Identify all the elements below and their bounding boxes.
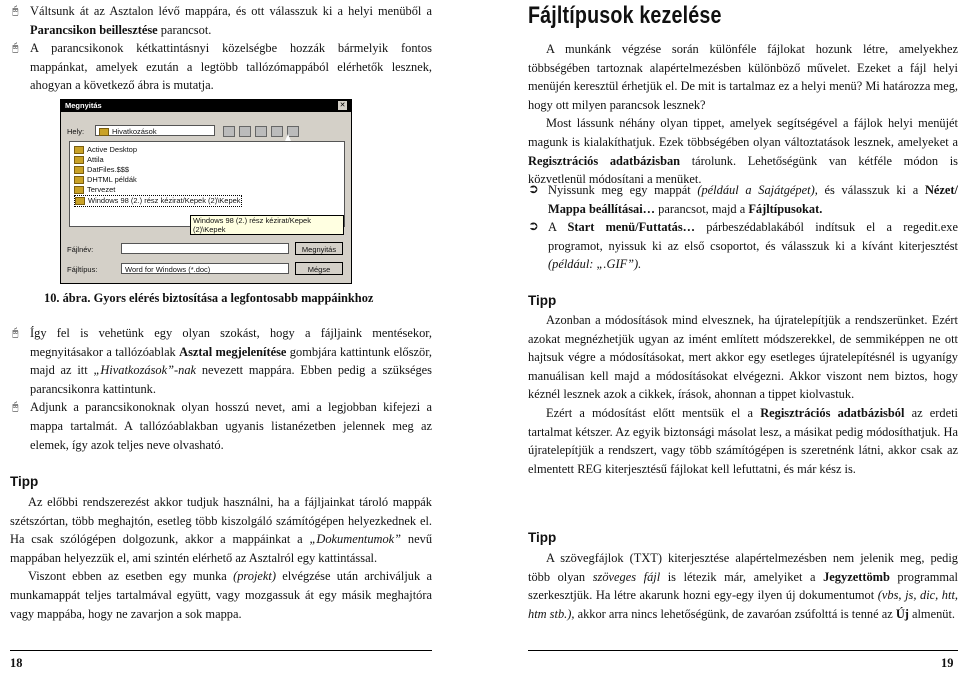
page-number: 19 [941,656,954,670]
paragraph: Most lássunk néhány olyan tippet, amelyek segítségével a fájlok helyi menüjét magunk is kialakíthatjuk. Ezek többségében olyan változtatások lesznek, amelyeket a Regisztrációs adatbázisban tárolunk. Lehetőségünk van kétféle módon is közvetlenül módosítani a menüket. [528,116,958,187]
list-item: DatFiles.$$$ [74,165,129,175]
look-in-combo [95,125,215,136]
arrow-bullet-icon: ➲ [528,182,539,197]
mouse-bullet-icon: 🖰 [12,4,19,17]
folder-icon [99,128,109,136]
shortcut-folder-icon [74,146,84,154]
up-folder-icon [223,126,235,137]
list-item: Active Desktop [74,145,137,155]
list-view-icon [271,126,283,137]
list-item: Windows 98 (2.) rész kézirat/Kepek (2)\Kepek [74,195,242,207]
list-item: Attila [74,155,104,165]
bullet-item: 🖰 Váltsunk át az Asztalon lévő mappára, és ott válasszuk ki a helyi menüből a Parancsikon beillesztése parancsot. [12,4,432,37]
mouse-bullet-icon: 🖰 [12,400,19,414]
filename-field [121,243,289,254]
tipp-heading: Tipp [10,474,39,489]
figure-caption: 10. ábra. Gyors elérés biztosítása a legfontosabb mappáinkhoz [44,291,374,305]
paragraph: A munkánk végzése során különféle fájlokat hozunk létre, amelyekhez többségében tartoznak alapértelmezésben különböző művelet. Ezeket a fájl helyi menüjén keresztül érhetjük el. De mit is tartalmaz ez a helyi menü? Mi határozza meg, hogy ott milyen parancsok lesznek? [528,42,958,112]
shortcut-folder-icon [75,197,85,205]
tooltip: Windows 98 (2.) rész kézirat/Kepek (2)\Kepek [190,215,344,235]
step-item: ➲ Nyissunk meg egy mappát (például a Sajátgépet), és válasszuk ki a Nézet/ Mappa beállításai… parancsot, majd a Fájltípusokat. [528,182,958,216]
step-item: ➲ A Start menü/Futtatás… párbeszédablakából indítsuk el a regedit.exe programot, nyissuk ki az első csoportot, és válasszuk ki a kívánt kiterjesztést (például: „.GIF”). [528,219,958,272]
bullet-item: 🖰 A parancsikonok kétkattintásnyi közelségbe hozzák bármelyik fontos mappánkat, amelyek ezután a legtöbb tallózómappából elérhetők lesznek, ahogyan a következő ábra is mutatja. [12,41,432,93]
mouse-bullet-icon: 🖰 [12,41,19,55]
filetype-label: Fájltípus: [67,265,98,274]
bullet-item: 🖰 Így fel is vehetünk egy olyan szokást, hogy a fájljaink mentésekor, megnyitásakor a tallózóablak Asztal megjelenítése gombjára kattintunk először, majd az itt „Hivatkozások”-nak nevezett mappára. Ebben pedig a szükséges parancsikonra kattintunk. [12,326,432,396]
mouse-bullet-icon: 🖰 [12,326,19,339]
right-tipp1-text [528,311,958,478]
arrow-bullet-icon: ➲ [528,219,539,235]
open-button: Megnyitás [295,242,343,255]
left-tipp-text [10,493,432,623]
shortcut-folder-icon [74,186,84,194]
paragraph: Azonban a módosítások mind elvesznek, ha újratelepítjük a rendszerünket. Ezért azokat megnézhetjük ugyan az imént említett módszerekkel, de semmiképpen ne ott hajtsuk végre a módosításokat, mert akkor egy esetleges újratelepítésnél is ugyanígy manuálisan kell majd a módosításokat elvégezni. Akkor viszont nem biztos, hogy kéznél lesznek azok a cikkek, írások, ahonnan a tippet kiolvastuk. [528,313,958,402]
footer-rule [528,650,958,651]
bullet-item: 🖰 Adjunk a parancsikonoknak olyan hosszú nevet, ami a legjobban kifejezi a mappa tartalmát. A tallózóablakban ugyanis listanézetben jelennek meg az elemek, így azok teljes neve olvasható. [12,400,432,452]
shortcut-folder-icon [74,176,84,184]
new-folder-icon [255,126,267,137]
footer-rule [10,650,432,651]
page-title: Fájltípusok kezelése [528,2,722,29]
paragraph: A szövegfájlok (TXT) kiterjesztése alapértelmezésben nem jelenik meg, pedig több olyan szöveges fájl is létezik már, amelyiket a Jegyzettömb programmal szerkesztjük. Ha létre akarunk hozni egy-egy ilyen új dokumentumot (vbs, js, dic, htt, htm stb.), akkor arra nincs lehetőségünk, de zavaróan zsúfolttá is tenné az Új almenüt. [528,551,958,621]
right-intro [528,40,958,189]
cancel-button: Mégse [295,262,343,275]
close-icon: ✕ [339,102,346,109]
paragraph: Az előbbi rendszerezést akkor tudjuk használni, ha a fájljainkat tároló mappák szétszórtan, több meghajtón, esetleg több kiszolgáló számítógépen helyezkednek el. Ha csak szólógépen dolgozunk, akkor a mappáinkat a „Dokumentumok” nevű mappában helyezzük el, ami szintén elérhető az Asztalról egy kattintással. [10,495,433,565]
look-in-label: Hely: [67,127,85,136]
file-list [69,141,345,234]
open-dialog-screenshot [60,99,352,284]
desktop-icon [239,126,251,137]
list-item: Tervezet [74,185,115,195]
filename-label: Fájlnév: [67,245,94,254]
right-tipp2-text [528,549,958,623]
dialog-title: Megnyitás [61,100,351,112]
tipp-heading: Tipp [528,530,557,545]
left-top-bullets [10,2,432,95]
shortcut-folder-icon [74,166,84,174]
left-bottom-bullets [10,324,432,454]
page-number: 18 [10,656,23,670]
filetype-combo: Word for Windows (*.doc) [121,263,289,274]
list-item: DHTML példák [74,175,137,185]
paragraph: Ezért a módosítást előtt mentsük el a Regisztrációs adatbázisból az erdeti tartalmat kétszer. Az egyik biztonsági másolat lesz, a másikat pedig módosíthatjuk. Ha újratelepítjük a rendszert, vagy több számítógépen is szeretnénk látni, akkor csak az elmentett REG kiterjesztésű fájlokat kell lefuttatni, és már kész is. [528,405,959,476]
tipp-heading: Tipp [528,293,557,308]
shortcut-folder-icon [74,156,84,164]
paragraph: Viszont ebben az esetben egy munka (projekt) elvégzése után archiváljuk a munkamappát teljes tartalmával együtt, vagy mozgassuk át egy másik meghajtóra vagy mappába, hogy ne zavarjon a sok mappa. [10,569,432,621]
right-steps [528,181,958,274]
look-in-value: Hivatkozások [112,127,157,136]
